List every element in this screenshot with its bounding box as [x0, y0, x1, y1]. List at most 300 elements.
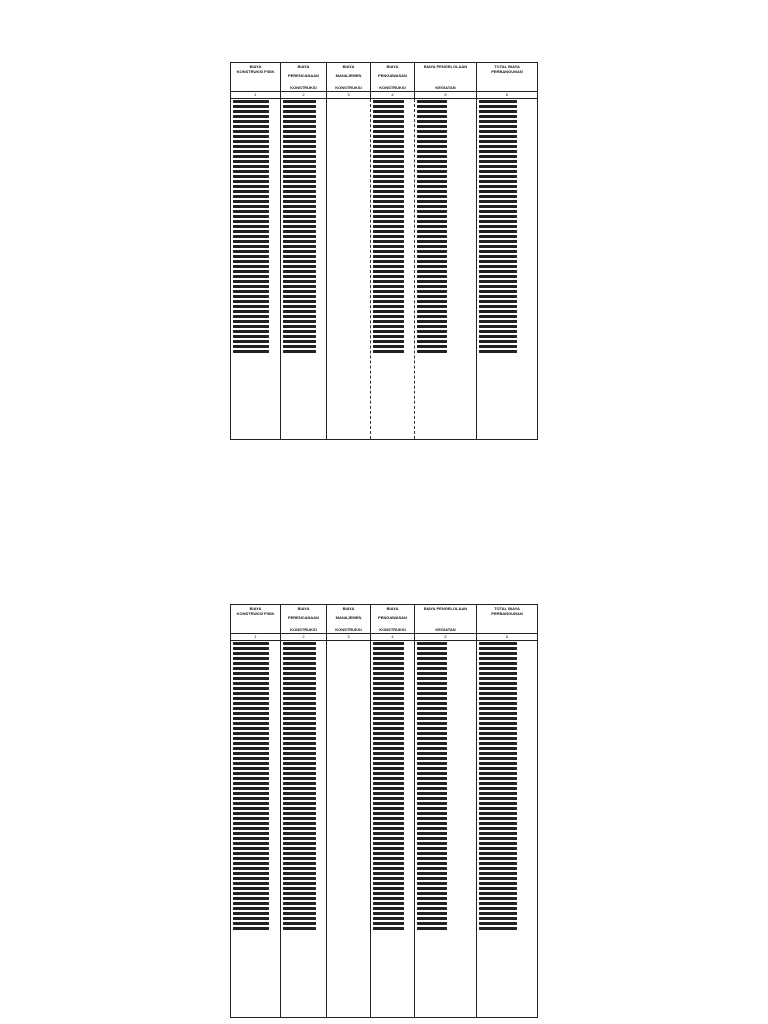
cell-value-placeholder — [479, 320, 517, 323]
cell-value-placeholder — [373, 887, 404, 890]
cell-value-placeholder — [373, 687, 404, 690]
cell-value-placeholder — [373, 877, 404, 880]
cell-value-placeholder — [417, 135, 447, 138]
cell-value-placeholder — [479, 155, 517, 158]
cell-value-placeholder — [283, 290, 316, 293]
cell-value-placeholder — [233, 862, 269, 865]
cell-value-placeholder — [283, 652, 316, 655]
cell-value-placeholder — [479, 305, 517, 308]
data-column — [415, 641, 477, 1017]
cell-value-placeholder — [417, 707, 447, 710]
cell-value-placeholder — [233, 315, 269, 318]
cell-value-placeholder — [479, 150, 517, 153]
cell-value-placeholder — [283, 882, 316, 885]
cell-value-placeholder — [233, 847, 269, 850]
cell-value-placeholder — [233, 135, 269, 138]
cell-value-placeholder — [479, 170, 517, 173]
cell-value-placeholder — [417, 315, 447, 318]
cell-value-placeholder — [417, 797, 447, 800]
table-body — [231, 99, 537, 439]
cell-value-placeholder — [283, 927, 316, 930]
cell-value-placeholder — [479, 822, 517, 825]
cell-value-placeholder — [233, 150, 269, 153]
cell-value-placeholder — [283, 115, 316, 118]
cell-value-placeholder — [283, 270, 316, 273]
cell-value-placeholder — [283, 817, 316, 820]
cell-value-placeholder — [233, 737, 269, 740]
cell-value-placeholder — [233, 807, 269, 810]
cell-value-placeholder — [373, 792, 404, 795]
cell-value-placeholder — [417, 155, 447, 158]
cell-value-placeholder — [283, 822, 316, 825]
cell-value-placeholder — [233, 105, 269, 108]
cell-value-placeholder — [283, 230, 316, 233]
cell-value-placeholder — [283, 852, 316, 855]
data-column — [371, 99, 415, 439]
cell-value-placeholder — [417, 907, 447, 910]
cell-value-placeholder — [417, 742, 447, 745]
cell-value-placeholder — [233, 120, 269, 123]
cell-value-placeholder — [283, 872, 316, 875]
cell-value-placeholder — [479, 732, 517, 735]
data-column — [281, 99, 327, 439]
cell-value-placeholder — [479, 882, 517, 885]
cell-value-placeholder — [373, 100, 404, 103]
cell-value-placeholder — [417, 235, 447, 238]
cell-value-placeholder — [479, 310, 517, 313]
cell-value-placeholder — [233, 230, 269, 233]
header-cell: BIAYA KONSTRUKSI FISIK — [231, 63, 281, 91]
cell-value-placeholder — [283, 892, 316, 895]
cell-value-placeholder — [373, 155, 404, 158]
cell-value-placeholder — [373, 767, 404, 770]
cell-value-placeholder — [233, 350, 269, 353]
cell-value-placeholder — [283, 702, 316, 705]
cell-value-placeholder — [233, 697, 269, 700]
cell-value-placeholder — [283, 185, 316, 188]
cell-value-placeholder — [233, 787, 269, 790]
cell-value-placeholder — [233, 160, 269, 163]
cell-value-placeholder — [233, 812, 269, 815]
cell-value-placeholder — [417, 335, 447, 338]
cell-value-placeholder — [233, 802, 269, 805]
cell-value-placeholder — [417, 792, 447, 795]
cell-value-placeholder — [417, 917, 447, 920]
cell-value-placeholder — [417, 677, 447, 680]
cell-value-placeholder — [373, 340, 404, 343]
cell-value-placeholder — [417, 657, 447, 660]
cell-value-placeholder — [373, 647, 404, 650]
cell-value-placeholder — [283, 767, 316, 770]
header-cell: BIAYA KONSTRUKSI FISIK — [231, 605, 281, 633]
cell-value-placeholder — [283, 110, 316, 113]
cell-value-placeholder — [479, 667, 517, 670]
cell-value-placeholder — [479, 125, 517, 128]
cell-value-placeholder — [233, 215, 269, 218]
cell-value-placeholder — [479, 752, 517, 755]
cell-value-placeholder — [417, 737, 447, 740]
cell-value-placeholder — [233, 340, 269, 343]
cell-value-placeholder — [233, 662, 269, 665]
cell-value-placeholder — [373, 330, 404, 333]
cell-value-placeholder — [233, 225, 269, 228]
cell-value-placeholder — [479, 210, 517, 213]
cell-value-placeholder — [373, 672, 404, 675]
cell-value-placeholder — [373, 717, 404, 720]
cell-value-placeholder — [233, 657, 269, 660]
cell-value-placeholder — [373, 130, 404, 133]
cell-value-placeholder — [283, 642, 316, 645]
cell-value-placeholder — [373, 250, 404, 253]
cell-value-placeholder — [283, 832, 316, 835]
cell-value-placeholder — [373, 105, 404, 108]
cell-value-placeholder — [417, 777, 447, 780]
cell-value-placeholder — [373, 862, 404, 865]
cell-value-placeholder — [283, 215, 316, 218]
cell-value-placeholder — [479, 797, 517, 800]
cell-value-placeholder — [233, 842, 269, 845]
cell-value-placeholder — [233, 877, 269, 880]
cell-value-placeholder — [417, 892, 447, 895]
cell-value-placeholder — [373, 160, 404, 163]
cell-value-placeholder — [283, 145, 316, 148]
cell-value-placeholder — [233, 887, 269, 890]
column-number: 4 — [371, 92, 415, 98]
cell-value-placeholder — [373, 642, 404, 645]
cell-value-placeholder — [283, 682, 316, 685]
cell-value-placeholder — [283, 787, 316, 790]
cell-value-placeholder — [479, 847, 517, 850]
cell-value-placeholder — [373, 110, 404, 113]
cell-value-placeholder — [373, 295, 404, 298]
cost-table-2 — [230, 604, 538, 1018]
cell-value-placeholder — [283, 325, 316, 328]
cell-value-placeholder — [479, 747, 517, 750]
cell-value-placeholder — [417, 275, 447, 278]
cell-value-placeholder — [233, 692, 269, 695]
cell-value-placeholder — [373, 275, 404, 278]
cell-value-placeholder — [479, 220, 517, 223]
cell-value-placeholder — [283, 285, 316, 288]
cell-value-placeholder — [479, 762, 517, 765]
cell-value-placeholder — [479, 742, 517, 745]
cell-value-placeholder — [479, 330, 517, 333]
cell-value-placeholder — [283, 100, 316, 103]
cell-value-placeholder — [417, 807, 447, 810]
cell-value-placeholder — [373, 652, 404, 655]
cell-value-placeholder — [417, 767, 447, 770]
cell-value-placeholder — [283, 295, 316, 298]
cell-value-placeholder — [417, 175, 447, 178]
cell-value-placeholder — [479, 275, 517, 278]
cell-value-placeholder — [417, 150, 447, 153]
cell-value-placeholder — [417, 727, 447, 730]
cell-value-placeholder — [373, 832, 404, 835]
cell-value-placeholder — [283, 220, 316, 223]
cell-value-placeholder — [373, 280, 404, 283]
cell-value-placeholder — [479, 280, 517, 283]
cell-value-placeholder — [417, 265, 447, 268]
cell-value-placeholder — [479, 772, 517, 775]
cell-value-placeholder — [233, 792, 269, 795]
cell-value-placeholder — [373, 802, 404, 805]
cell-value-placeholder — [479, 120, 517, 123]
cell-value-placeholder — [233, 200, 269, 203]
cell-value-placeholder — [283, 902, 316, 905]
cell-value-placeholder — [283, 742, 316, 745]
cell-value-placeholder — [373, 115, 404, 118]
cell-value-placeholder — [479, 677, 517, 680]
cell-value-placeholder — [417, 205, 447, 208]
cell-value-placeholder — [373, 737, 404, 740]
column-number: 5 — [415, 634, 477, 640]
cell-value-placeholder — [373, 145, 404, 148]
cell-value-placeholder — [417, 927, 447, 930]
cell-value-placeholder — [283, 717, 316, 720]
cell-value-placeholder — [283, 712, 316, 715]
cell-value-placeholder — [233, 902, 269, 905]
cell-value-placeholder — [283, 747, 316, 750]
cell-value-placeholder — [233, 882, 269, 885]
cell-value-placeholder — [233, 285, 269, 288]
cell-value-placeholder — [283, 120, 316, 123]
cell-value-placeholder — [417, 687, 447, 690]
cell-value-placeholder — [417, 350, 447, 353]
cell-value-placeholder — [233, 677, 269, 680]
column-number: 2 — [281, 634, 327, 640]
cell-value-placeholder — [283, 827, 316, 830]
cell-value-placeholder — [373, 345, 404, 348]
cell-value-placeholder — [417, 250, 447, 253]
cell-value-placeholder — [479, 140, 517, 143]
cell-value-placeholder — [417, 295, 447, 298]
cell-value-placeholder — [373, 762, 404, 765]
cell-value-placeholder — [417, 772, 447, 775]
cell-value-placeholder — [373, 657, 404, 660]
cell-value-placeholder — [417, 105, 447, 108]
cell-value-placeholder — [283, 672, 316, 675]
cell-value-placeholder — [417, 647, 447, 650]
cell-value-placeholder — [233, 857, 269, 860]
cell-value-placeholder — [233, 642, 269, 645]
cell-value-placeholder — [417, 280, 447, 283]
cell-value-placeholder — [479, 817, 517, 820]
cell-value-placeholder — [283, 862, 316, 865]
cell-value-placeholder — [283, 160, 316, 163]
cell-value-placeholder — [373, 140, 404, 143]
cell-value-placeholder — [233, 300, 269, 303]
cell-value-placeholder — [479, 100, 517, 103]
cell-value-placeholder — [283, 350, 316, 353]
cell-value-placeholder — [479, 922, 517, 925]
cell-value-placeholder — [233, 310, 269, 313]
cell-value-placeholder — [417, 847, 447, 850]
cell-value-placeholder — [479, 240, 517, 243]
cell-value-placeholder — [479, 697, 517, 700]
cell-value-placeholder — [283, 922, 316, 925]
cell-value-placeholder — [283, 807, 316, 810]
cell-value-placeholder — [233, 647, 269, 650]
cell-value-placeholder — [283, 200, 316, 203]
cell-value-placeholder — [479, 837, 517, 840]
cell-value-placeholder — [283, 722, 316, 725]
cell-value-placeholder — [373, 325, 404, 328]
cell-value-placeholder — [479, 130, 517, 133]
cell-value-placeholder — [417, 712, 447, 715]
cell-value-placeholder — [283, 320, 316, 323]
cell-value-placeholder — [373, 812, 404, 815]
cell-value-placeholder — [233, 817, 269, 820]
cell-value-placeholder — [417, 697, 447, 700]
cell-value-placeholder — [373, 757, 404, 760]
cell-value-placeholder — [283, 170, 316, 173]
cell-value-placeholder — [479, 350, 517, 353]
cell-value-placeholder — [479, 702, 517, 705]
cell-value-placeholder — [417, 692, 447, 695]
cell-value-placeholder — [233, 772, 269, 775]
cell-value-placeholder — [283, 727, 316, 730]
cell-value-placeholder — [373, 225, 404, 228]
table-header — [231, 63, 537, 92]
data-column — [477, 641, 537, 1017]
cell-value-placeholder — [233, 727, 269, 730]
cell-value-placeholder — [373, 742, 404, 745]
cell-value-placeholder — [479, 225, 517, 228]
cell-value-placeholder — [417, 220, 447, 223]
cell-value-placeholder — [479, 782, 517, 785]
cell-value-placeholder — [283, 812, 316, 815]
cell-value-placeholder — [283, 245, 316, 248]
cell-value-placeholder — [283, 762, 316, 765]
cell-value-placeholder — [373, 697, 404, 700]
cell-value-placeholder — [417, 872, 447, 875]
data-column — [371, 641, 415, 1017]
cell-value-placeholder — [417, 652, 447, 655]
cell-value-placeholder — [283, 797, 316, 800]
cell-value-placeholder — [417, 717, 447, 720]
cell-value-placeholder — [373, 320, 404, 323]
cell-value-placeholder — [417, 125, 447, 128]
cell-value-placeholder — [283, 887, 316, 890]
cell-value-placeholder — [373, 817, 404, 820]
cell-value-placeholder — [417, 320, 447, 323]
cell-value-placeholder — [479, 682, 517, 685]
cell-value-placeholder — [417, 270, 447, 273]
cell-value-placeholder — [479, 777, 517, 780]
cell-value-placeholder — [417, 285, 447, 288]
column-number: 1 — [231, 92, 281, 98]
cell-value-placeholder — [417, 115, 447, 118]
cell-value-placeholder — [479, 285, 517, 288]
cell-value-placeholder — [233, 757, 269, 760]
table-header — [231, 605, 537, 634]
cell-value-placeholder — [373, 837, 404, 840]
cell-value-placeholder — [373, 285, 404, 288]
cell-value-placeholder — [283, 687, 316, 690]
cell-value-placeholder — [417, 260, 447, 263]
cell-value-placeholder — [417, 682, 447, 685]
cell-value-placeholder — [373, 902, 404, 905]
cell-value-placeholder — [373, 210, 404, 213]
cell-value-placeholder — [233, 822, 269, 825]
cell-value-placeholder — [417, 195, 447, 198]
cell-value-placeholder — [417, 210, 447, 213]
cell-value-placeholder — [417, 912, 447, 915]
cell-value-placeholder — [233, 190, 269, 193]
cell-value-placeholder — [373, 120, 404, 123]
cell-value-placeholder — [417, 290, 447, 293]
cell-value-placeholder — [479, 832, 517, 835]
cell-value-placeholder — [233, 260, 269, 263]
cell-value-placeholder — [233, 782, 269, 785]
cell-value-placeholder — [233, 922, 269, 925]
cell-value-placeholder — [373, 712, 404, 715]
cell-value-placeholder — [283, 305, 316, 308]
cell-value-placeholder — [373, 747, 404, 750]
column-number: 6 — [505, 634, 509, 639]
cell-value-placeholder — [479, 872, 517, 875]
cell-value-placeholder — [233, 907, 269, 910]
cell-value-placeholder — [479, 907, 517, 910]
cell-value-placeholder — [479, 857, 517, 860]
cell-value-placeholder — [373, 125, 404, 128]
cell-value-placeholder — [283, 280, 316, 283]
cell-value-placeholder — [479, 105, 517, 108]
cell-value-placeholder — [373, 857, 404, 860]
cell-value-placeholder — [233, 240, 269, 243]
cell-value-placeholder — [283, 737, 316, 740]
cell-value-placeholder — [479, 260, 517, 263]
header-cell: BIAYA PERENCANAAN KONSTRUKSI — [281, 63, 327, 91]
cell-value-placeholder — [373, 662, 404, 665]
cell-value-placeholder — [417, 330, 447, 333]
cell-value-placeholder — [417, 190, 447, 193]
header-cell: BIAYA PERENCANAAN KONSTRUKSI — [281, 605, 327, 633]
cell-value-placeholder — [283, 757, 316, 760]
cell-value-placeholder — [283, 912, 316, 915]
cell-value-placeholder — [233, 872, 269, 875]
cell-value-placeholder — [233, 762, 269, 765]
column-number: 3 — [327, 92, 371, 98]
cell-value-placeholder — [373, 777, 404, 780]
data-column — [281, 641, 327, 1017]
cell-value-placeholder — [373, 702, 404, 705]
cell-value-placeholder — [479, 692, 517, 695]
cell-value-placeholder — [479, 672, 517, 675]
cell-value-placeholder — [233, 652, 269, 655]
cell-value-placeholder — [233, 100, 269, 103]
cell-value-placeholder — [283, 647, 316, 650]
cell-value-placeholder — [417, 642, 447, 645]
cell-value-placeholder — [283, 205, 316, 208]
cell-value-placeholder — [479, 862, 517, 865]
cell-value-placeholder — [373, 787, 404, 790]
cell-value-placeholder — [479, 175, 517, 178]
cell-value-placeholder — [373, 350, 404, 353]
cell-value-placeholder — [283, 877, 316, 880]
cell-value-placeholder — [479, 737, 517, 740]
cell-value-placeholder — [479, 657, 517, 660]
cell-value-placeholder — [373, 722, 404, 725]
cell-value-placeholder — [283, 135, 316, 138]
cell-value-placeholder — [283, 195, 316, 198]
cell-value-placeholder — [283, 315, 316, 318]
cell-value-placeholder — [233, 245, 269, 248]
cell-value-placeholder — [417, 787, 447, 790]
cell-value-placeholder — [233, 280, 269, 283]
cell-value-placeholder — [479, 300, 517, 303]
cell-value-placeholder — [233, 777, 269, 780]
